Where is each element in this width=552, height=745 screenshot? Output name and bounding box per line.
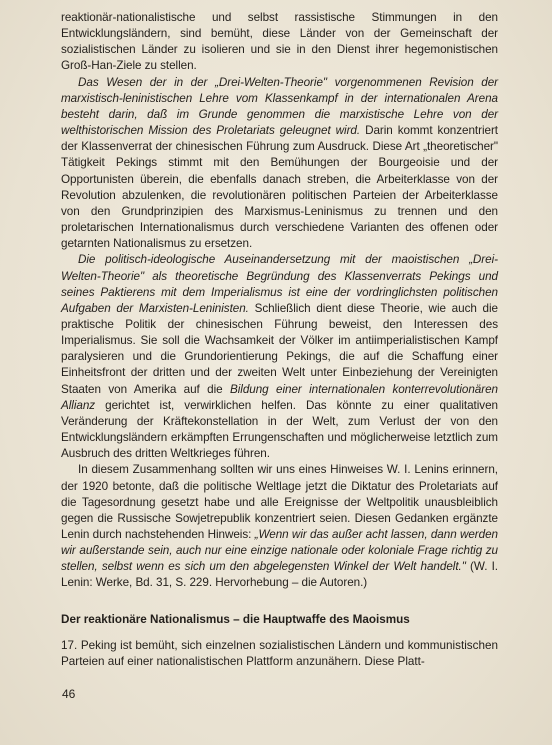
- body-text: [61, 10, 498, 592]
- italic-run: Das Wesen der in der „Drei-Welten-Theorie" vorgenommenen Revision der marxistisch-leninistischen Lehre vom Klassenkampf in der internationalen Arena besteht darin, daß im Grunde genommen die marxistische Lehre von der welthistorischen Mission des Proletariats geleugnet wird.: [61, 75, 498, 138]
- page-number: 46: [62, 687, 76, 701]
- paragraph: [61, 75, 498, 253]
- italic-run: „Wenn wir das außer acht lassen, dann werden wir außerstande sein, auch nur eine einzige nationale oder koloniale Frage richtig zu stellen, selbst wenn es sich um den abgelegensten Winkel der Welt handelt.": [61, 528, 498, 574]
- paragraph: [61, 462, 498, 591]
- text-run: Schließlich dient diese Theorie, wie auch die praktische Politik der chinesischen Führung beweist, den Interessen des Imperialismus. Sie soll die Wachsamkeit der Völker im antiimperialistischen Kampf paralysieren und die Grundorientierung Pekings, die auf die Schaffung einer Einheitsfront der dritten und der zweiten Welt unter Einbeziehung der Vereinigten Staaten von Amerika auf die: [61, 301, 498, 396]
- text-run: In diesem Zusammenhang sollten wir uns eines Hinweises W. I. Lenins erinnern, der 1920 betonte, daß die politische Weltlage jetzt die Diktatur des Proletariats auf die Tagesordnung gesetzt habe und alle Ereignisse der Weltpolitik unausbleiblich gegen die Russische Sowjetrepublik konzentriert seien. Diesen Gedanken ergänzte Lenin durch nachstehenden Hinweis:: [61, 463, 498, 541]
- paragraph: [61, 252, 498, 462]
- text-run: gerichtet ist, verwirklichen helfen. Das könnte zu einer qualitativen Veränderung der Kräftekonstellation in der Welt, zum Verlust der von den Entwicklungsländern erkämpften Errungenschaften und möglicherweise letztlich zum Ausbruch des dritten Weltkrieges führen.: [61, 398, 498, 461]
- italic-run: Die politisch-ideologische Auseinandersetzung mit der maoistischen „Drei-Welten-Theorie" als theoretische Begründung des Klassenverrats Pekings und seines Paktierens mit dem Imperialismus ist eine der vordringlichsten politischen Aufgaben der Marxisten-Leninisten.: [61, 253, 498, 315]
- text-run: (W. I. Lenin: Werke, Bd. 31, S. 229. Hervorhebung – die Autoren.): [61, 560, 498, 590]
- text-run: reaktionär-nationalistische und selbst rassistische Stimmungen in den Entwicklungsländern, sind bemüht, diese Länder von der Gemeinschaft der sozialistischen Länder zu isolieren und sie in den Dienst ihrer hegemonistischen Groß-Han-Ziele zu stellen.: [61, 11, 498, 73]
- italic-run: Bildung einer internationalen konterrevolutionären Allianz: [61, 382, 498, 412]
- text-run: Darin kommt konzentriert der Klassenverrat der chinesischen Führung zum Ausdruck. Diese Art „theoretischer" Tätigkeit Pekings stimmt mit den Bemühungen der Bourgeoisie und der Opportunisten überein, die ebenfalls danach streben, die Arbeiterklasse von der Revolution abzulenken, die revolutionären politischen Parteien der Arbeiterklasse von den Grundprinzipien des Marxismus-Leninismus zu trennen und den proletarischen Internationalismus durch verschiedene Varianten des offenen oder getarnten Nationalismus zu ersetzen.: [61, 124, 498, 251]
- section-heading: Der reaktionäre Nationalismus – die Hauptwaffe des Maoismus: [61, 613, 410, 626]
- paragraph: 17. Peking ist bemüht, sich einzelnen sozialistischen Ländern und kommunistischen Parteien auf einer nationalistischen Plattform anzunähern. Diese Platt-: [61, 639, 498, 669]
- paragraph: [61, 10, 498, 75]
